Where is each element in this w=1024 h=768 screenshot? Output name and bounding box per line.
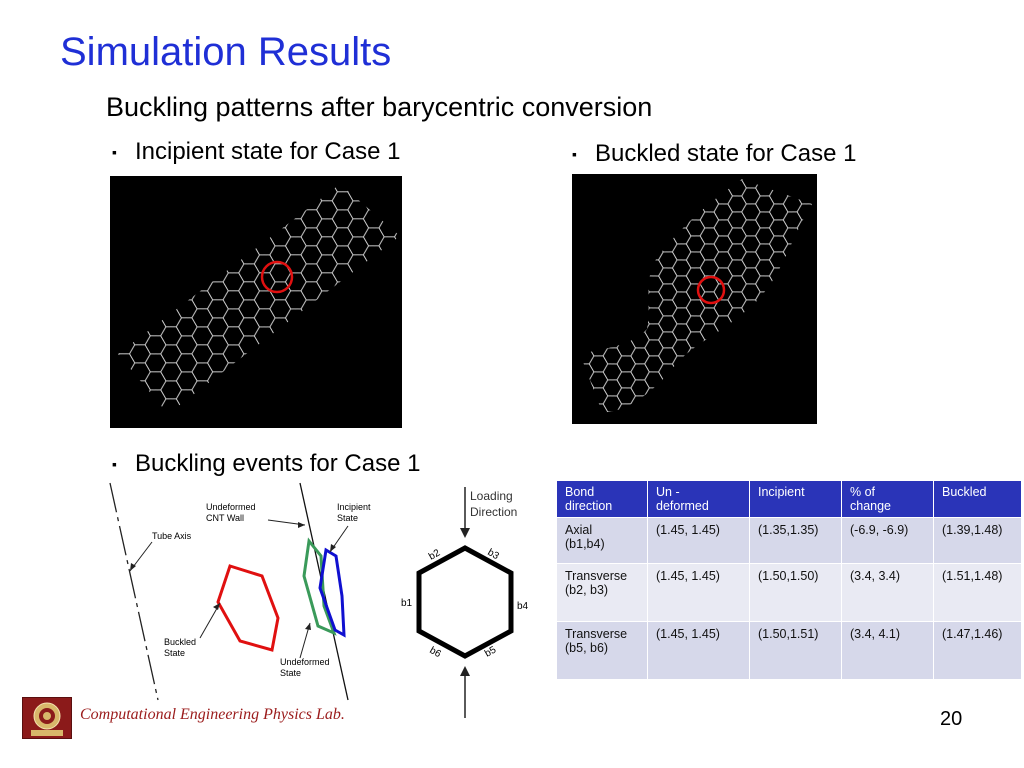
bond-b2-label: b2 [427,547,443,563]
loading-direction-label-2: Direction [470,505,518,519]
incipient-state-label-1: Incipient [337,502,371,512]
incipient-state-image [110,176,402,428]
lab-name: Computational Engineering Physics Lab. [80,706,345,723]
incipient-cnt-graphic [110,176,402,428]
header-bond-direction: Bond direction [557,481,648,518]
cell-undeformed: (1.45, 1.45) [648,622,750,680]
loading-direction-label-1: Loading [470,489,513,503]
bullet-buckled [572,140,856,168]
tube-axis-line [110,483,158,700]
incipient-state-label-2: State [337,513,359,523]
bond-b6-label: b6 [427,645,443,661]
table-row [557,564,1022,622]
buckled-hexagon [218,566,278,650]
slide-title: Simulation Results [60,30,392,74]
bond-b3-label: b3 [485,547,501,563]
bond-b4-label: b4 [517,601,529,612]
slide-subtitle: Buckling patterns after barycentric conversion [106,92,653,122]
cell-incipient: (1.35,1.35) [750,518,842,564]
bullet-buckled-label: Buckled state for Case 1 [594,140,857,167]
cell-bond: Axial (b1,b4) [557,518,648,564]
header-incipient: Incipient [750,481,842,518]
cell-buckled: (1.39,1.48) [934,518,1022,564]
undeformed-state-label-1: Undeformed [280,657,330,667]
bullet-incipient-label: Incipient state for Case 1 [134,138,401,165]
header-percent-change: % of change [842,481,934,518]
bullet-square-icon: ▪ [112,144,117,160]
cell-undeformed: (1.45, 1.45) [648,564,750,622]
cell-incipient: (1.50,1.50) [750,564,842,622]
table-row [557,622,1022,680]
cell-change: (3.4, 3.4) [842,564,934,622]
bond-hexagon [419,548,511,656]
loading-direction-diagram [395,482,535,722]
bullet-square-icon: ▪ [112,456,117,472]
tube-axis-label: Tube Axis [152,531,192,541]
bond-b1-label: b1 [401,598,413,609]
cell-bond: Transverse (b2, b3) [557,564,648,622]
buckled-state-label-2: State [164,648,186,658]
bullet-events [112,450,420,478]
header-buckled: Buckled [934,481,1022,518]
undeformed-wall-label-2: CNT Wall [206,513,244,523]
cell-buckled: (1.47,1.46) [934,622,1022,680]
buckled-state-image [572,174,817,424]
table-row [557,518,1022,564]
bullet-incipient [112,138,400,166]
buckling-events-schematic [100,478,385,708]
cell-bond: Transverse (b5, b6) [557,622,648,680]
undeformed-wall-label-1: Undeformed [206,502,256,512]
cell-buckled: (1.51,1.48) [934,564,1022,622]
cell-change: (-6.9, -6.9) [842,518,934,564]
lab-logo [22,697,72,739]
bond-length-table [556,480,1022,680]
cell-incipient: (1.50,1.51) [750,622,842,680]
table-header-row [557,481,1022,518]
bullet-events-label: Buckling events for Case 1 [134,450,421,477]
buckled-state-label-1: Buckled [164,637,197,647]
header-undeformed: Un - deformed [648,481,750,518]
cell-undeformed: (1.45, 1.45) [648,518,750,564]
undeformed-state-label-2: State [280,668,302,678]
buckled-cnt-graphic [572,174,817,424]
bullet-square-icon: ▪ [572,146,577,162]
cell-change: (3.4, 4.1) [842,622,934,680]
bond-b5-label: b5 [483,644,499,660]
lab-seal-icon [23,698,71,738]
page-number: 20 [940,708,963,730]
